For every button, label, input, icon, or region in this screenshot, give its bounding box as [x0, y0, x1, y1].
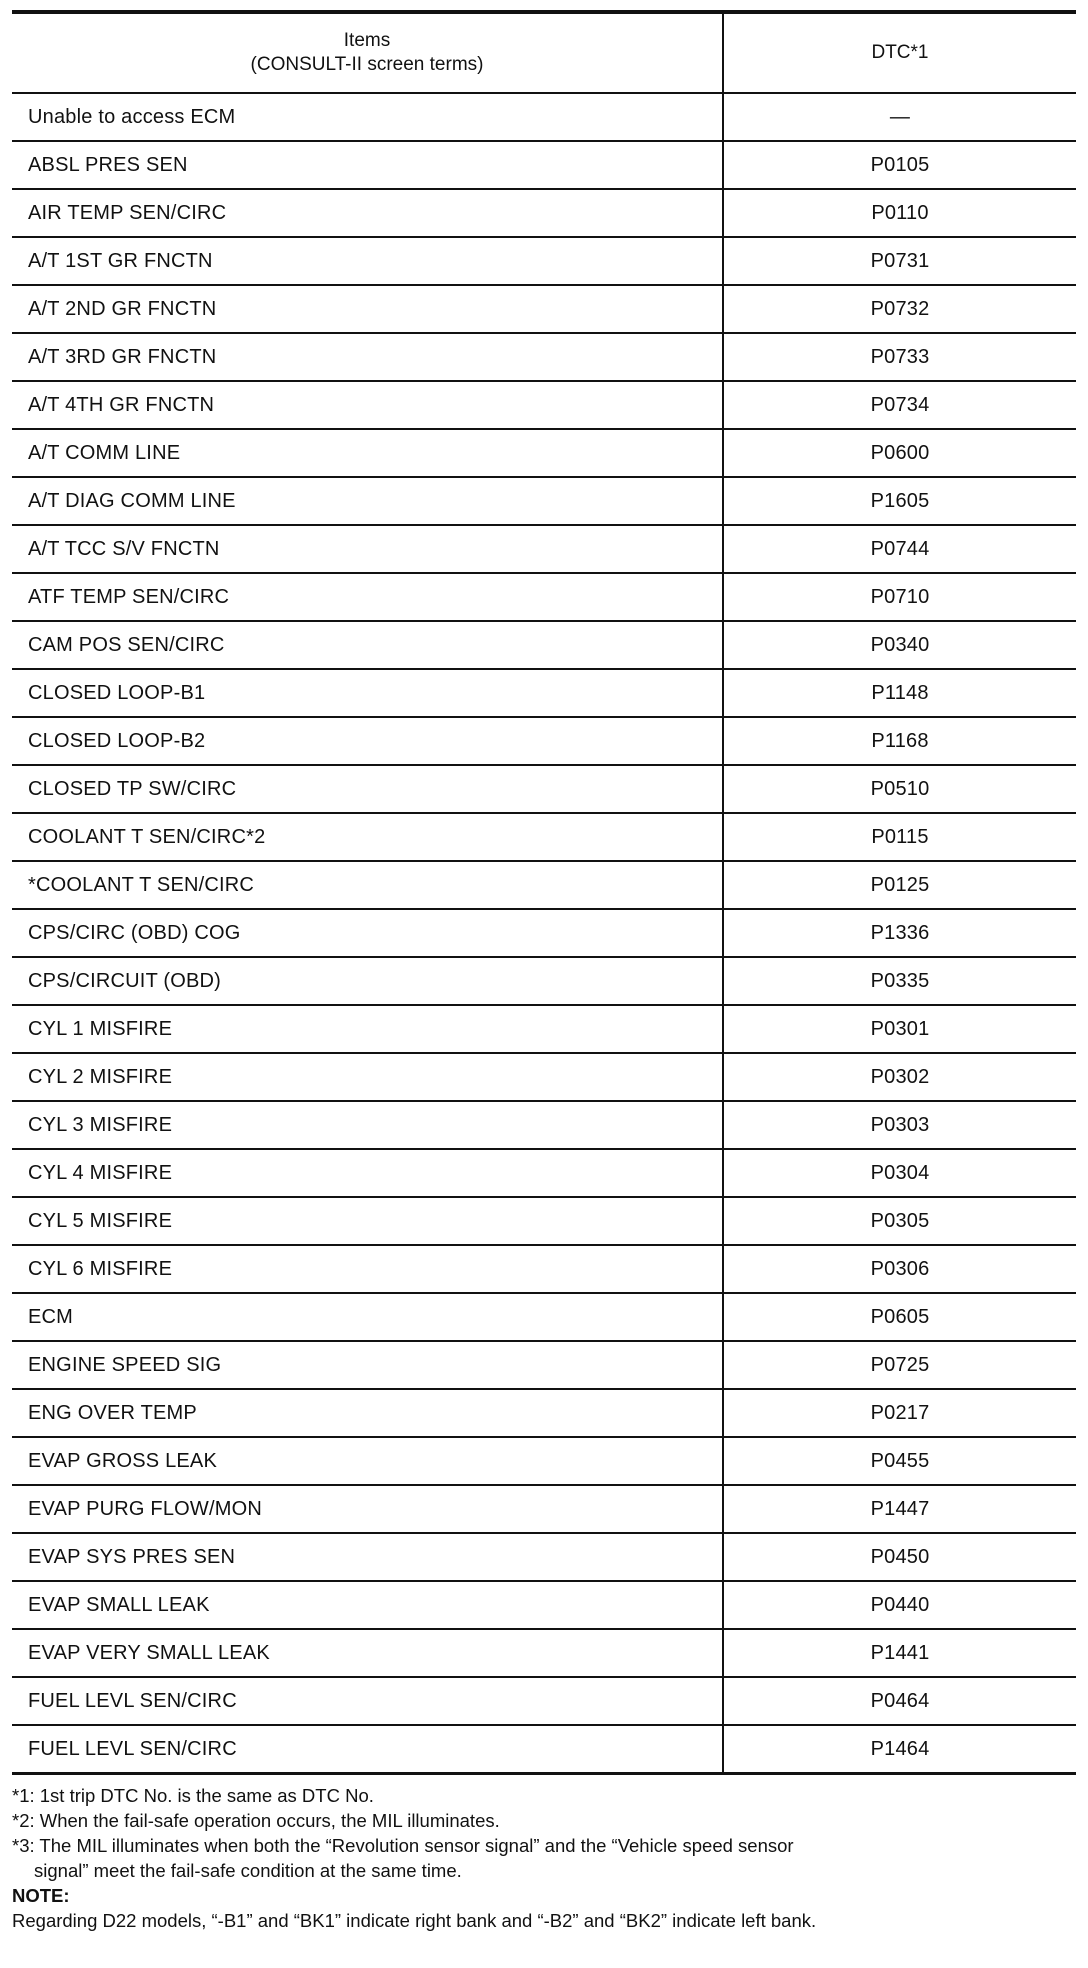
table-row [12, 813, 1076, 861]
table-row [12, 333, 1076, 381]
dtc-cell: P1447 [723, 1485, 1076, 1533]
item-cell: FUEL LEVL SEN/CIRC [12, 1725, 723, 1774]
dtc-cell: P0303 [723, 1101, 1076, 1149]
dtc-table [12, 10, 1076, 1775]
table-row [12, 573, 1076, 621]
document-page [12, 10, 1076, 1933]
items-header-line1: Items [343, 30, 391, 51]
dtc-cell: P1605 [723, 477, 1076, 525]
dtc-cell: P0115 [723, 813, 1076, 861]
table-row [12, 861, 1076, 909]
table-row [12, 1485, 1076, 1533]
table-row [12, 1341, 1076, 1389]
dtc-cell: P0304 [723, 1149, 1076, 1197]
item-cell: ABSL PRES SEN [12, 141, 723, 189]
note-text: Regarding D22 models, “-B1” and “BK1” indicate right bank and “-B2” and “BK2” indicate left bank. [12, 1910, 817, 1931]
item-cell: EVAP GROSS LEAK [12, 1437, 723, 1485]
dtc-cell: P0600 [723, 429, 1076, 477]
note-heading: NOTE: [12, 1885, 70, 1906]
dtc-cell: P0732 [723, 285, 1076, 333]
table-row [12, 1533, 1076, 1581]
dtc-cell: P0744 [723, 525, 1076, 573]
dtc-cell: P0305 [723, 1197, 1076, 1245]
dtc-cell: P1464 [870, 1737, 930, 1760]
dtc-cell: P0440 [723, 1581, 1076, 1629]
item-cell: CYL 1 MISFIRE [12, 1005, 723, 1053]
table-row [12, 1389, 1076, 1437]
footnote-1: *1: 1st trip DTC No. is the same as DTC No. [12, 1785, 374, 1806]
dtc-cell: P0455 [723, 1437, 1076, 1485]
table-row [12, 1053, 1076, 1101]
table-row [12, 909, 1076, 957]
table-row [12, 141, 1076, 189]
table-row [12, 1149, 1076, 1197]
table-row [12, 1293, 1076, 1341]
dtc-cell: P1441 [723, 1629, 1076, 1677]
table-row [12, 1725, 1076, 1774]
item-cell: A/T TCC S/V FNCTN [12, 525, 723, 573]
table-row [12, 669, 1076, 717]
item-cell: ATF TEMP SEN/CIRC [12, 573, 723, 621]
item-cell: EVAP PURG FLOW/MON [12, 1485, 723, 1533]
item-cell: FUEL LEVL SEN/CIRC [12, 1677, 723, 1725]
item-cell: ECM [12, 1293, 723, 1341]
dtc-cell: P0731 [723, 237, 1076, 285]
dtc-cell: P0335 [723, 957, 1076, 1005]
table-header-row [12, 12, 1076, 93]
item-cell: CLOSED TP SW/CIRC [12, 765, 723, 813]
item-cell: CYL 6 MISFIRE [12, 1245, 723, 1293]
dtc-cell: P0110 [723, 189, 1076, 237]
dtc-cell: P0301 [723, 1005, 1076, 1053]
table-row [12, 477, 1076, 525]
table-row [12, 1677, 1076, 1725]
dtc-cell: P0710 [723, 573, 1076, 621]
dtc-cell: P0125 [723, 861, 1076, 909]
item-cell: AIR TEMP SEN/CIRC [12, 189, 723, 237]
item-cell: A/T 2ND GR FNCTN [12, 285, 723, 333]
dtc-cell: P0306 [723, 1245, 1076, 1293]
dtc-cell: P0733 [723, 333, 1076, 381]
item-cell: A/T 1ST GR FNCTN [12, 237, 723, 285]
table-row [12, 765, 1076, 813]
table-row [12, 429, 1076, 477]
item-cell: CLOSED LOOP-B1 [12, 669, 723, 717]
table-row [12, 93, 1076, 141]
dtc-cell: P0464 [723, 1677, 1076, 1725]
dtc-cell: P0734 [723, 381, 1076, 429]
item-cell: A/T 3RD GR FNCTN [12, 333, 723, 381]
item-cell: EVAP SMALL LEAK [12, 1581, 723, 1629]
dtc-cell: P0605 [723, 1293, 1076, 1341]
table-row [12, 525, 1076, 573]
item-cell: A/T 4TH GR FNCTN [12, 381, 723, 429]
dtc-cell: P1336 [723, 909, 1076, 957]
dtc-cell: P0510 [723, 765, 1076, 813]
table-row [12, 1437, 1076, 1485]
item-cell: *COOLANT T SEN/CIRC [12, 861, 723, 909]
dtc-cell: P0105 [723, 141, 1076, 189]
table-row [12, 1245, 1076, 1293]
item-cell: CYL 4 MISFIRE [12, 1149, 723, 1197]
footnotes [12, 1783, 1076, 1933]
table-row [12, 381, 1076, 429]
item-cell: CPS/CIRCUIT (OBD) [12, 957, 723, 1005]
table-row [12, 1629, 1076, 1677]
item-cell: CLOSED LOOP-B2 [12, 717, 723, 765]
dtc-cell: P1148 [723, 669, 1076, 717]
footnote-3: *3: The MIL illuminates when both the “Revolution sensor signal” and the “Vehicle speed sensor [12, 1835, 794, 1856]
dtc-cell: P1168 [723, 717, 1076, 765]
table-row [12, 189, 1076, 237]
item-cell: CAM POS SEN/CIRC [12, 621, 723, 669]
table-row [12, 957, 1076, 1005]
item-cell: CYL 3 MISFIRE [12, 1101, 723, 1149]
dtc-cell: P0450 [723, 1533, 1076, 1581]
dtc-cell: — [723, 93, 1076, 141]
table-row [12, 285, 1076, 333]
item-cell: A/T COMM LINE [12, 429, 723, 477]
dtc-cell: P0340 [723, 621, 1076, 669]
dtc-cell: P0725 [723, 1341, 1076, 1389]
item-cell: A/T DIAG COMM LINE [12, 477, 723, 525]
item-cell: CPS/CIRC (OBD) COG [12, 909, 723, 957]
item-cell: COOLANT T SEN/CIRC*2 [12, 813, 723, 861]
table-row [12, 1197, 1076, 1245]
item-cell: Unable to access ECM [12, 93, 723, 141]
item-cell: EVAP VERY SMALL LEAK [12, 1629, 723, 1677]
item-cell: CYL 2 MISFIRE [12, 1053, 723, 1101]
item-cell: ENG OVER TEMP [12, 1389, 723, 1437]
dtc-column-header: DTC*1 [723, 12, 1076, 93]
dtc-cell: P0217 [723, 1389, 1076, 1437]
item-cell: EVAP SYS PRES SEN [12, 1533, 723, 1581]
items-column-header [12, 12, 723, 93]
footnote-3-continued: signal” meet the fail-safe condition at the same time. [34, 1860, 462, 1881]
table-row [12, 621, 1076, 669]
items-header-line2: (CONSULT-II screen terms) [250, 54, 484, 75]
footnote-2: *2: When the fail-safe operation occurs, the MIL illuminates. [12, 1810, 500, 1831]
item-cell: ENGINE SPEED SIG [12, 1341, 723, 1389]
table-body [12, 93, 1076, 1774]
table-row [12, 1101, 1076, 1149]
item-cell: CYL 5 MISFIRE [12, 1197, 723, 1245]
table-row [12, 1581, 1076, 1629]
table-row [12, 717, 1076, 765]
dtc-cell: P0302 [723, 1053, 1076, 1101]
table-row [12, 1005, 1076, 1053]
table-row [12, 237, 1076, 285]
